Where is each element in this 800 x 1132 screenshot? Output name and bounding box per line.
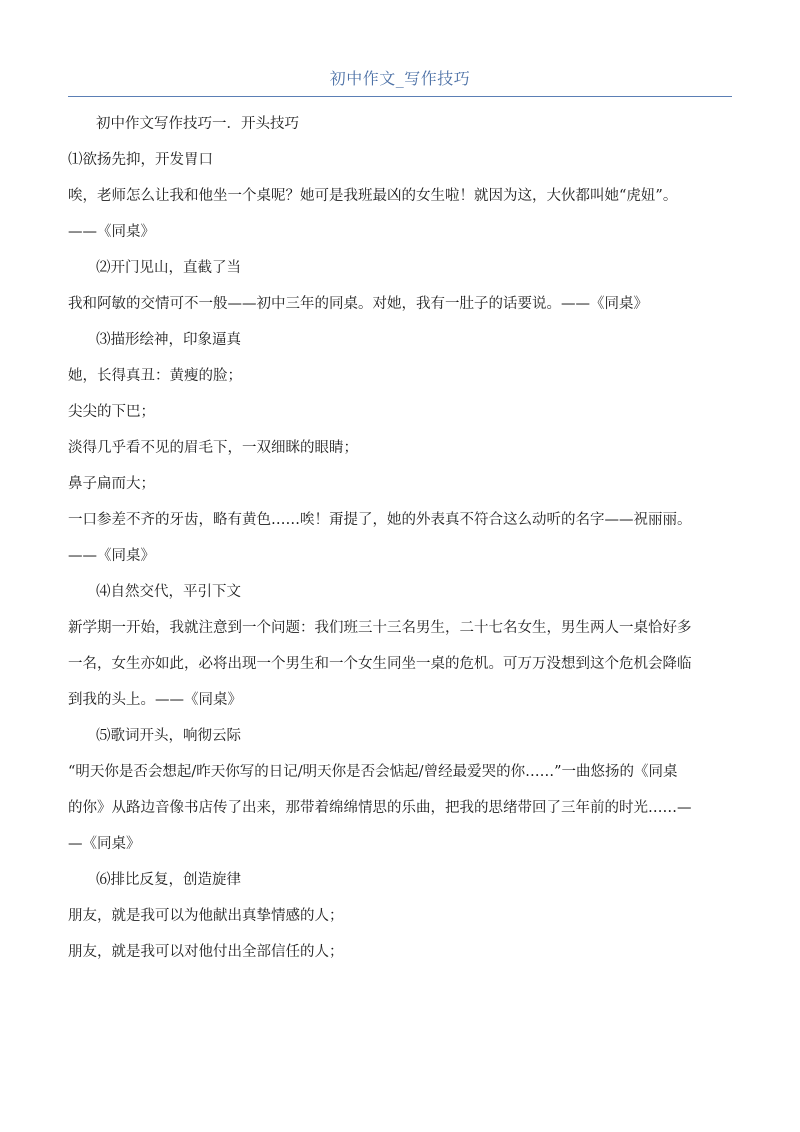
section-heading: 初中作文写作技巧一．开头技巧	[96, 116, 299, 132]
paragraph-line: 到我的头上。——《同桌》	[68, 692, 242, 708]
subheading: ⑷自然交代，平引下文	[96, 584, 241, 600]
subheading: ⑵开门见山，直截了当	[96, 260, 241, 276]
citation-line: ——《同桌》	[68, 224, 155, 240]
citation-line: ——《同桌》	[68, 548, 155, 564]
paragraph-line: 鼻子扁而大；	[68, 476, 155, 492]
paragraph-line: 的你》从路边音像书店传了出来，那带着绵绵情思的乐曲，把我的思绪带回了三年前的时光……—	[68, 800, 692, 816]
paragraph-line: 一口参差不齐的牙齿，略有黄色……唉！甭提了，她的外表真不符合这么动听的名字——祝丽丽。	[68, 512, 692, 528]
paragraph-line: 朋友，就是我可以为他献出真挚情感的人；	[68, 908, 344, 924]
paragraph-line: “明天你是否会想起/昨天你写的日记/明天你是否会惦起/曾经最爱哭的你……”一曲悠扬的《同桌	[68, 764, 678, 780]
paragraph-line: 我和阿敏的交情可不一般——初中三年的同桌。对她，我有一肚子的话要说。——《同桌》	[68, 296, 648, 312]
subheading: ⑶描形绘神，印象逼真	[96, 332, 241, 348]
subheading: ⑴欲扬先抑，开发胃口	[68, 152, 213, 168]
paragraph-line: 她，长得真丑：黄瘦的脸；	[68, 368, 242, 384]
page-header	[68, 64, 732, 97]
subheading: ⑸歌词开头，响彻云际	[96, 728, 241, 744]
paragraph-line: 新学期一开始，我就注意到一个问题：我们班三十三名男生，二十七名女生，男生两人一桌恰好多	[68, 620, 692, 636]
subheading: ⑹排比反复，创造旋律	[96, 872, 241, 888]
document-body	[68, 106, 732, 970]
paragraph-line: 朋友，就是我可以对他付出全部信任的人；	[68, 944, 344, 960]
page-title: 初中作文_写作技巧	[329, 69, 471, 88]
paragraph-line: 尖尖的下巴；	[68, 404, 155, 420]
citation-line: —《同桌》	[68, 836, 141, 852]
paragraph-line: 唉，老师怎么让我和他坐一个桌呢？她可是我班最凶的女生啦！就因为这，大伙都叫她“虎妞”。	[68, 188, 678, 204]
paragraph-line: 一名，女生亦如此，必将出现一个男生和一个女生同坐一桌的危机。可万万没想到这个危机会降临	[68, 656, 692, 672]
paragraph-line: 淡得几乎看不见的眉毛下，一双细眯的眼睛；	[68, 440, 358, 456]
